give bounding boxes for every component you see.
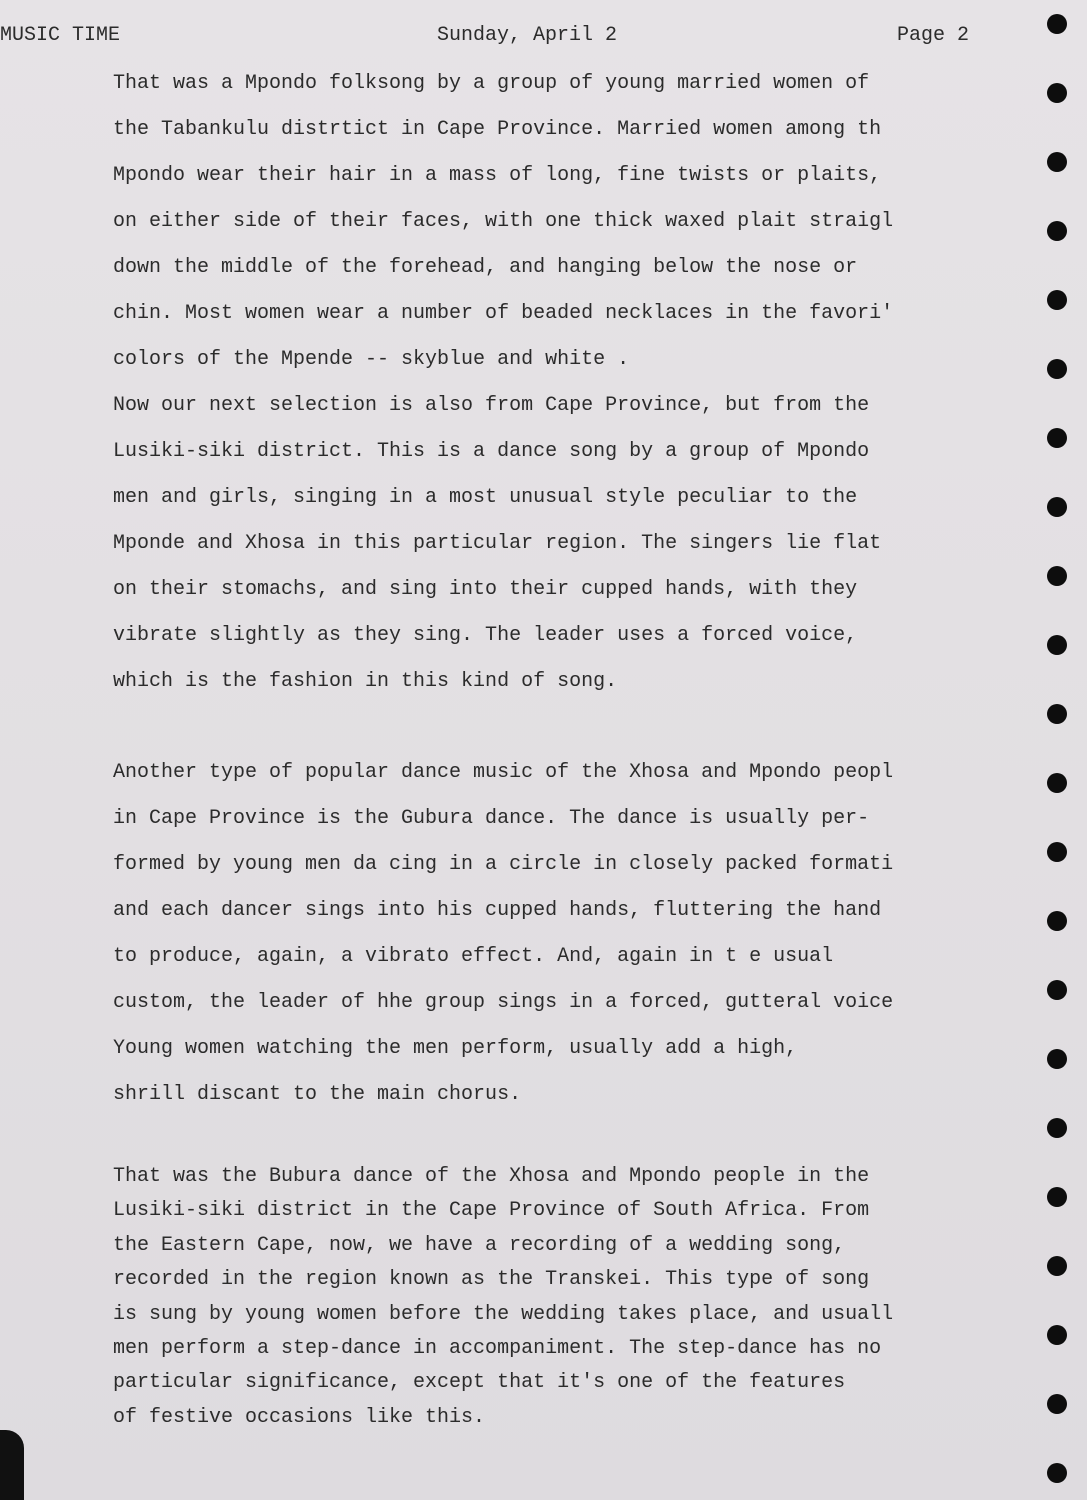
text-line: Lusiki-siki district in the Cape Province of South Africa. From — [113, 1199, 870, 1223]
perforation-hole — [1047, 83, 1067, 103]
narration-paragraph — [113, 750, 1033, 1118]
perforation-strip — [1043, 0, 1073, 1500]
perforation-hole — [1047, 359, 1067, 379]
text-line: particular significance, except that it's one of the features — [113, 1371, 846, 1395]
text-line: which is the fashion in this kind of song. — [113, 670, 618, 693]
text-line: the Tabankulu distrtict in Cape Province. Married women among th — [113, 118, 882, 141]
text-line: custom, the leader of hhe group sings in a forced, gutteral voice — [113, 991, 894, 1014]
perforation-hole — [1047, 566, 1067, 586]
text-line: the Eastern Cape, now, we have a recording of a wedding song, — [113, 1233, 846, 1257]
program-title: MUSIC TIME — [0, 24, 121, 47]
text-line: Young women watching the men perform, usually add a high, — [113, 1037, 798, 1060]
text-line: vibrate slightly as they sing. The leader uses a forced voice, — [113, 624, 858, 647]
text-line: in Cape Province is the Gubura dance. The dance is usually per- — [113, 807, 870, 830]
text-line: That was the Bubura dance of the Xhosa and Mpondo people in the — [113, 1165, 870, 1188]
text-line: to produce, again, a vibrato effect. And, again in t e usual — [113, 945, 834, 968]
broadcast-date: Sunday, April 2 — [437, 24, 618, 47]
perforation-hole — [1047, 1325, 1067, 1345]
perforation-hole — [1047, 14, 1067, 34]
perforation-hole — [1047, 911, 1067, 931]
text-line: is sung by young women before the wedding takes place, and usuall — [113, 1302, 894, 1326]
text-line: on their stomachs, and sing into their cupped hands, with they — [113, 578, 858, 601]
text-line: down the middle of the forehead, and hanging below the nose or — [113, 256, 858, 279]
text-line: and each dancer sings into his cupped hands, fluttering the hand — [113, 899, 882, 922]
text-line: Mponde and Xhosa in this particular region. The singers lie flat — [113, 532, 882, 555]
perforation-hole — [1047, 704, 1067, 724]
perforation-hole — [1047, 980, 1067, 1000]
text-line: colors of the Mpende -- skyblue and white . — [113, 348, 630, 371]
narration-paragraph — [113, 61, 1033, 705]
text-line: chin. Most women wear a number of beaded necklaces in the favori' — [113, 302, 894, 325]
perforation-hole — [1047, 1049, 1067, 1069]
text-line: formed by young men da cing in a circle in closely packed formati — [113, 853, 894, 876]
text-line: That was a Mpondo folksong by a group of young married women of — [113, 72, 870, 95]
narration-paragraph — [113, 1160, 1033, 1435]
text-line: Another type of popular dance music of the Xhosa and Mpondo peopl — [113, 761, 894, 784]
text-line: recorded in the region known as the Transkei. This type of song — [113, 1268, 870, 1292]
perforation-hole — [1047, 635, 1067, 655]
text-line: Lusiki-siki district. This is a dance song by a group of Mpondo — [113, 440, 870, 463]
perforation-hole — [1047, 290, 1067, 310]
page-number: Page 2 — [897, 24, 970, 47]
perforation-hole — [1047, 1118, 1067, 1138]
text-line: shrill discant to the main chorus. — [113, 1083, 522, 1106]
perforation-hole — [1047, 1187, 1067, 1207]
perforation-hole — [1047, 1463, 1067, 1483]
perforation-hole — [1047, 842, 1067, 862]
perforation-hole — [1047, 152, 1067, 172]
perforation-hole — [1047, 497, 1067, 517]
text-line: on either side of their faces, with one thick waxed plait straigl — [113, 210, 894, 233]
perforation-hole — [1047, 1256, 1067, 1276]
torn-corner — [0, 1430, 24, 1500]
perforation-hole — [1047, 773, 1067, 793]
text-line: men and girls, singing in a most unusual style peculiar to the — [113, 486, 858, 509]
perforation-hole — [1047, 221, 1067, 241]
text-line: Mpondo wear their hair in a mass of long, fine twists or plaits, — [113, 164, 882, 187]
text-line: Now our next selection is also from Cape Province, but from the — [113, 394, 870, 417]
text-line: men perform a step-dance in accompaniment. The step-dance has no — [113, 1336, 882, 1360]
perforation-hole — [1047, 428, 1067, 448]
perforation-hole — [1047, 1394, 1067, 1414]
text-line: of festive occasions like this. — [113, 1405, 486, 1429]
page-header — [0, 24, 1087, 54]
